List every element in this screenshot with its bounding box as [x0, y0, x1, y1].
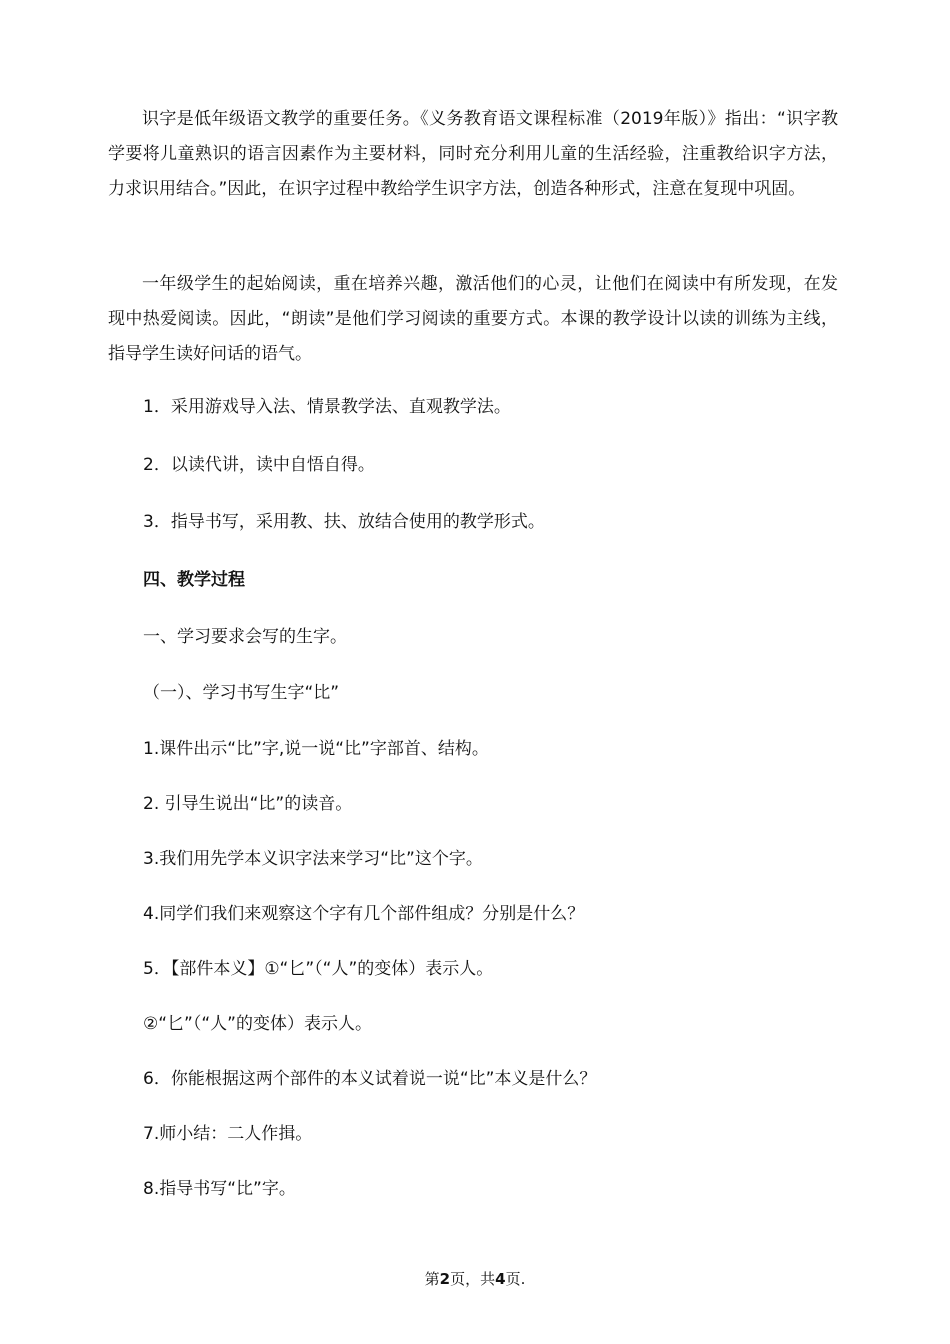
step-6: 6．你能根据这两个部件的本义试着说一说“比”本义是什么？	[143, 1069, 597, 1089]
step-1: 1.课件出示“比”字,说一说“比”字部首、结构。	[143, 739, 489, 759]
step-2: 2. 引导生说出“比”的读音。	[143, 794, 353, 814]
step-5-continued: ②“匕”（“人”的变体）表示人。	[143, 1014, 372, 1034]
page-footer	[0, 1268, 950, 1290]
method-item-1: 1．采用游戏导入法、情景教学法、直观教学法。	[143, 397, 511, 417]
footer-total-pages: 4	[495, 1270, 506, 1288]
method-item-3: 3．指导书写，采用教、扶、放结合使用的教学形式。	[143, 512, 545, 532]
footer-middle: 页，共	[450, 1270, 496, 1288]
subsection-heading: 一、学习要求会写的生字。	[143, 627, 347, 647]
method-item-2: 2．以读代讲，读中自悟自得。	[143, 455, 375, 475]
footer-suffix: 页.	[505, 1270, 526, 1288]
footer-page-number: 2	[439, 1270, 451, 1288]
step-4: 4.同学们我们来观察这个字有几个部件组成？分别是什么？	[143, 904, 585, 924]
step-7: 7.师小结：二人作揖。	[143, 1124, 313, 1144]
footer-prefix: 第	[424, 1270, 440, 1288]
intro-paragraph-2: 一年级学生的起始阅读，重在培养兴趣，激活他们的心灵，让他们在阅读中有所发现，在发现中热爱阅读。因此，“朗读”是他们学习阅读的重要方式。本课的教学设计以读的训练为主线，指导学生读好问话的语气。	[108, 274, 838, 364]
step-3: 3.我们用先学本义识字法来学习“比”这个字。	[143, 849, 483, 869]
step-5: 5．【部件本义】①“匕”（“人”的变体）表示人。	[143, 959, 494, 979]
sub-subsection-heading: （一）、学习书写生字“比”	[143, 683, 340, 703]
section-heading: 四、教学过程	[143, 570, 245, 590]
step-8: 8.指导书写“比”字。	[143, 1179, 296, 1199]
intro-paragraph-1: 识字是低年级语文教学的重要任务。《义务教育语文课程标准（2019年版）》指出：“识字教学要将儿童熟识的语言因素作为主要材料，同时充分利用儿童的生活经验，注重教给识字方法，力求识用结合。”因此，在识字过程中教给学生识字方法，创造各种形式，注意在复现中巩固。	[108, 109, 838, 199]
